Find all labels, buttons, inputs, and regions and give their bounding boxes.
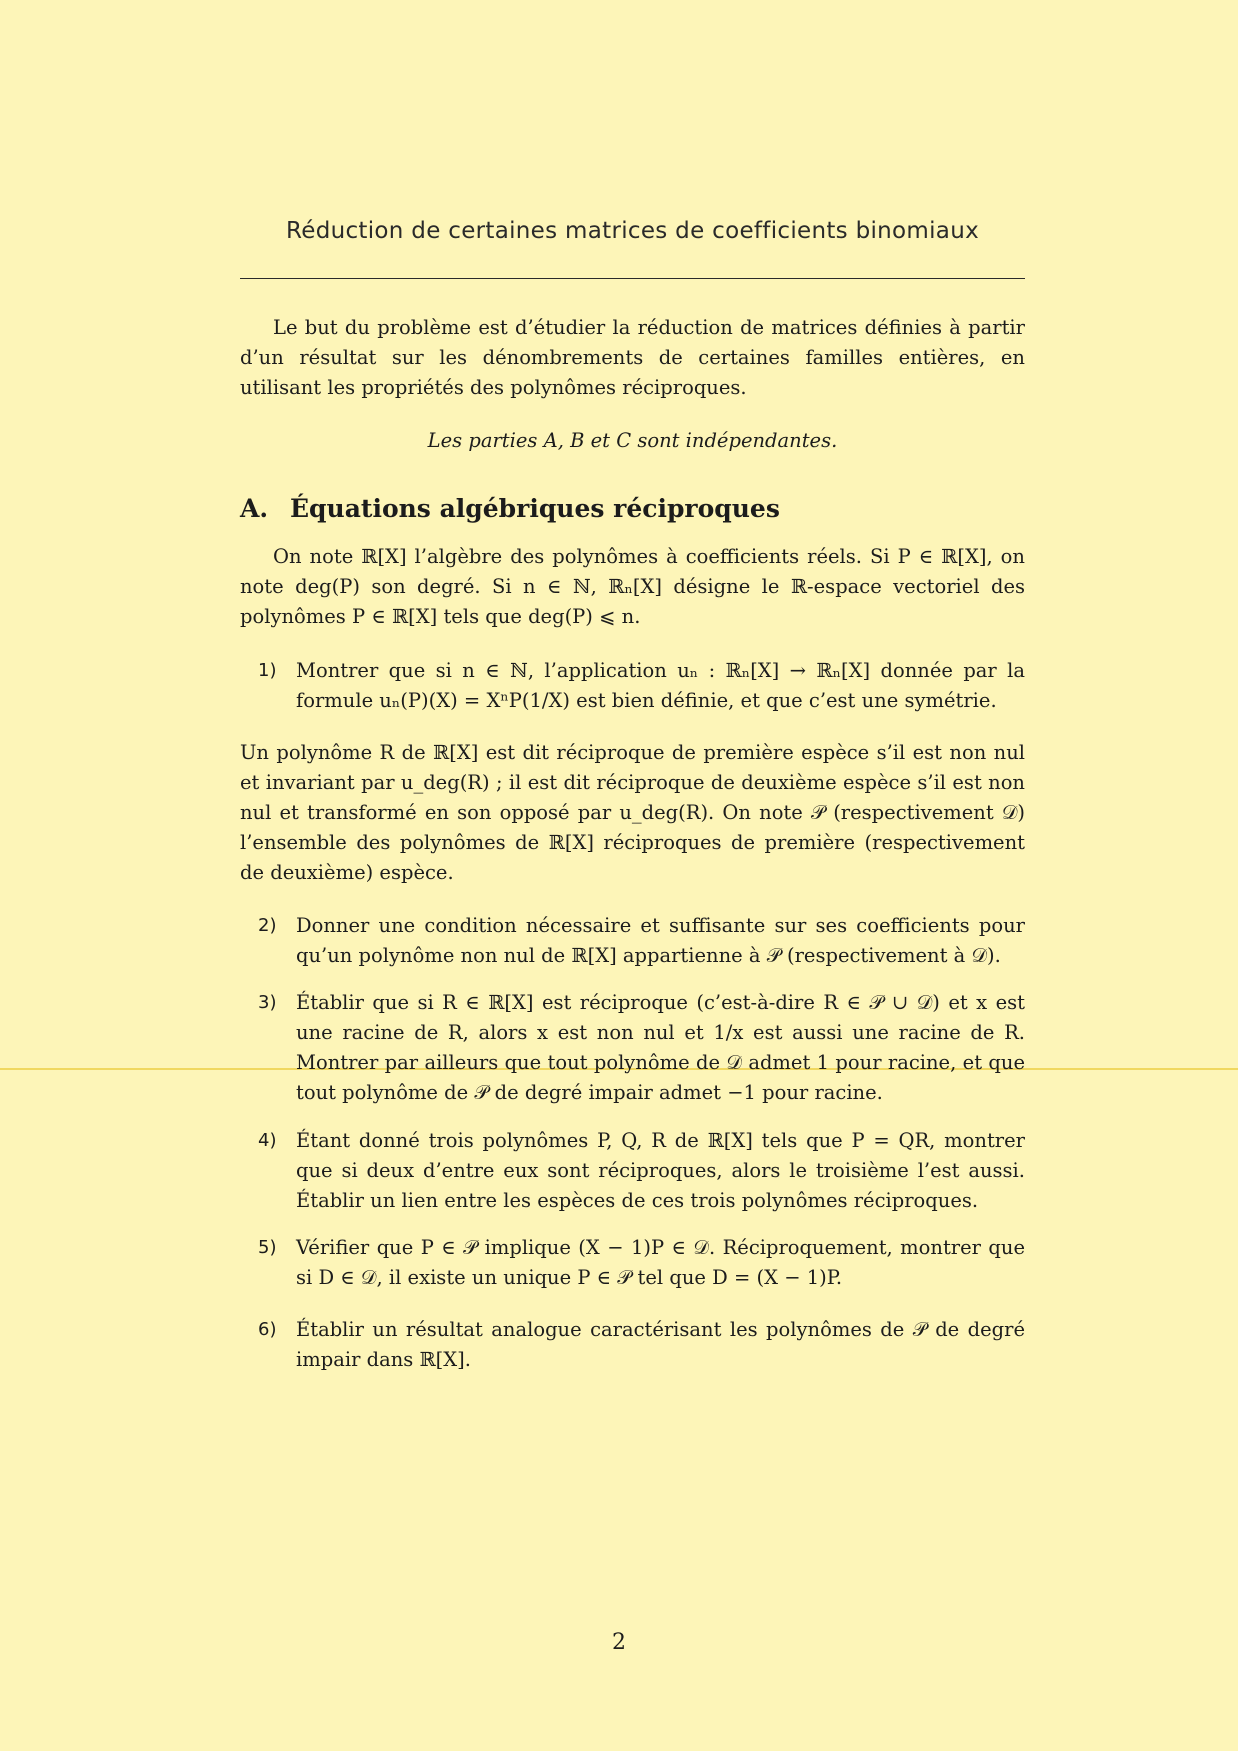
question-number: 3) bbox=[258, 992, 277, 1013]
question-text: Donner une condition nécessaire et suffisante sur ses coefficients pour qu’un polynôme non nul de ℝ[X] appartienne à 𝒫 (respectivement à 𝒟). bbox=[296, 914, 1025, 967]
question-2 bbox=[258, 911, 1025, 971]
section-a-heading bbox=[240, 492, 1025, 526]
question-number: 1) bbox=[258, 660, 277, 681]
question-number: 4) bbox=[258, 1130, 277, 1151]
question-6 bbox=[258, 1315, 1025, 1375]
parts-note: Les parties A, B et C sont indépendantes. bbox=[427, 429, 838, 452]
question-text: Vérifier que P ∈ 𝒫 implique (X − 1)P ∈ 𝒟. Réciproquement, montrer que si D ∈ 𝒟, il existe un unique P ∈ 𝒫 tel que D = (X − 1)P. bbox=[296, 1236, 1025, 1289]
document-title: Réduction de certaines matrices de coefficients binomiaux bbox=[286, 218, 979, 244]
question-number: 2) bbox=[258, 915, 277, 936]
question-4 bbox=[258, 1126, 1025, 1216]
question-1 bbox=[258, 656, 1025, 716]
question-text: Établir un résultat analogue caractérisant les polynômes de 𝒫 de degré impair dans ℝ[X]. bbox=[296, 1318, 1025, 1371]
question-number: 5) bbox=[258, 1237, 277, 1258]
section-a-number: A. bbox=[240, 494, 269, 523]
section-a-intro: On note ℝ[X] l’algèbre des polynômes à coefficients réels. Si P ∈ ℝ[X], on note deg(P) son degré. Si n ∈ ℕ, ℝₙ[X] désigne le ℝ-espace vectoriel des polynômes P ∈ ℝ[X] tels que deg(P) ⩽ n. bbox=[240, 545, 1025, 628]
question-text: Étant donné trois polynômes P, Q, R de ℝ[X] tels que P = QR, montrer que si deux d’entre eux sont réciproques, alors le troisième l’est aussi. Établir un lien entre les espèces de ces trois polynômes réciproques. bbox=[296, 1129, 1025, 1212]
definition-paragraph: Un polynôme R de ℝ[X] est dit réciproque de première espèce s’il est non nul et invariant par u_deg(R) ; il est dit réciproque de deuxième espèce s’il est non nul et transformé en son opposé par u_deg(R). On note 𝒫 (respectivement 𝒟) l’ensemble des polynômes de ℝ[X] réciproques de première (respectivement de deuxième) espèce. bbox=[240, 741, 1025, 884]
question-number: 6) bbox=[258, 1319, 277, 1340]
page-number: 2 bbox=[612, 1630, 626, 1655]
question-text: Montrer que si n ∈ ℕ, l’application uₙ : ℝₙ[X] → ℝₙ[X] donnée par la formule uₙ(P)(X) = XⁿP(1/X) est bien définie, et que c’est une symétrie. bbox=[296, 659, 1025, 712]
question-text: Établir que si R ∈ ℝ[X] est réciproque (c’est-à-dire R ∈ 𝒫 ∪ 𝒟) et x est une racine de R, alors x est non nul et 1/x est aussi une racine de R. Montrer par ailleurs que tout polynôme de 𝒟 admet 1 pour racine, et que tout polynôme de 𝒫 de degré impair admet −1 pour racine. bbox=[296, 991, 1025, 1104]
intro-paragraph: Le but du problème est d’étudier la réduction de matrices définies à partir d’un résultat sur les dénombrements de certaines familles entières, en utilisant les propriétés des polynômes réciproques. bbox=[240, 316, 1025, 399]
question-3 bbox=[258, 988, 1025, 1108]
section-a-title: Équations algébriques réciproques bbox=[290, 494, 780, 523]
title-divider bbox=[240, 278, 1025, 279]
question-5 bbox=[258, 1233, 1025, 1293]
